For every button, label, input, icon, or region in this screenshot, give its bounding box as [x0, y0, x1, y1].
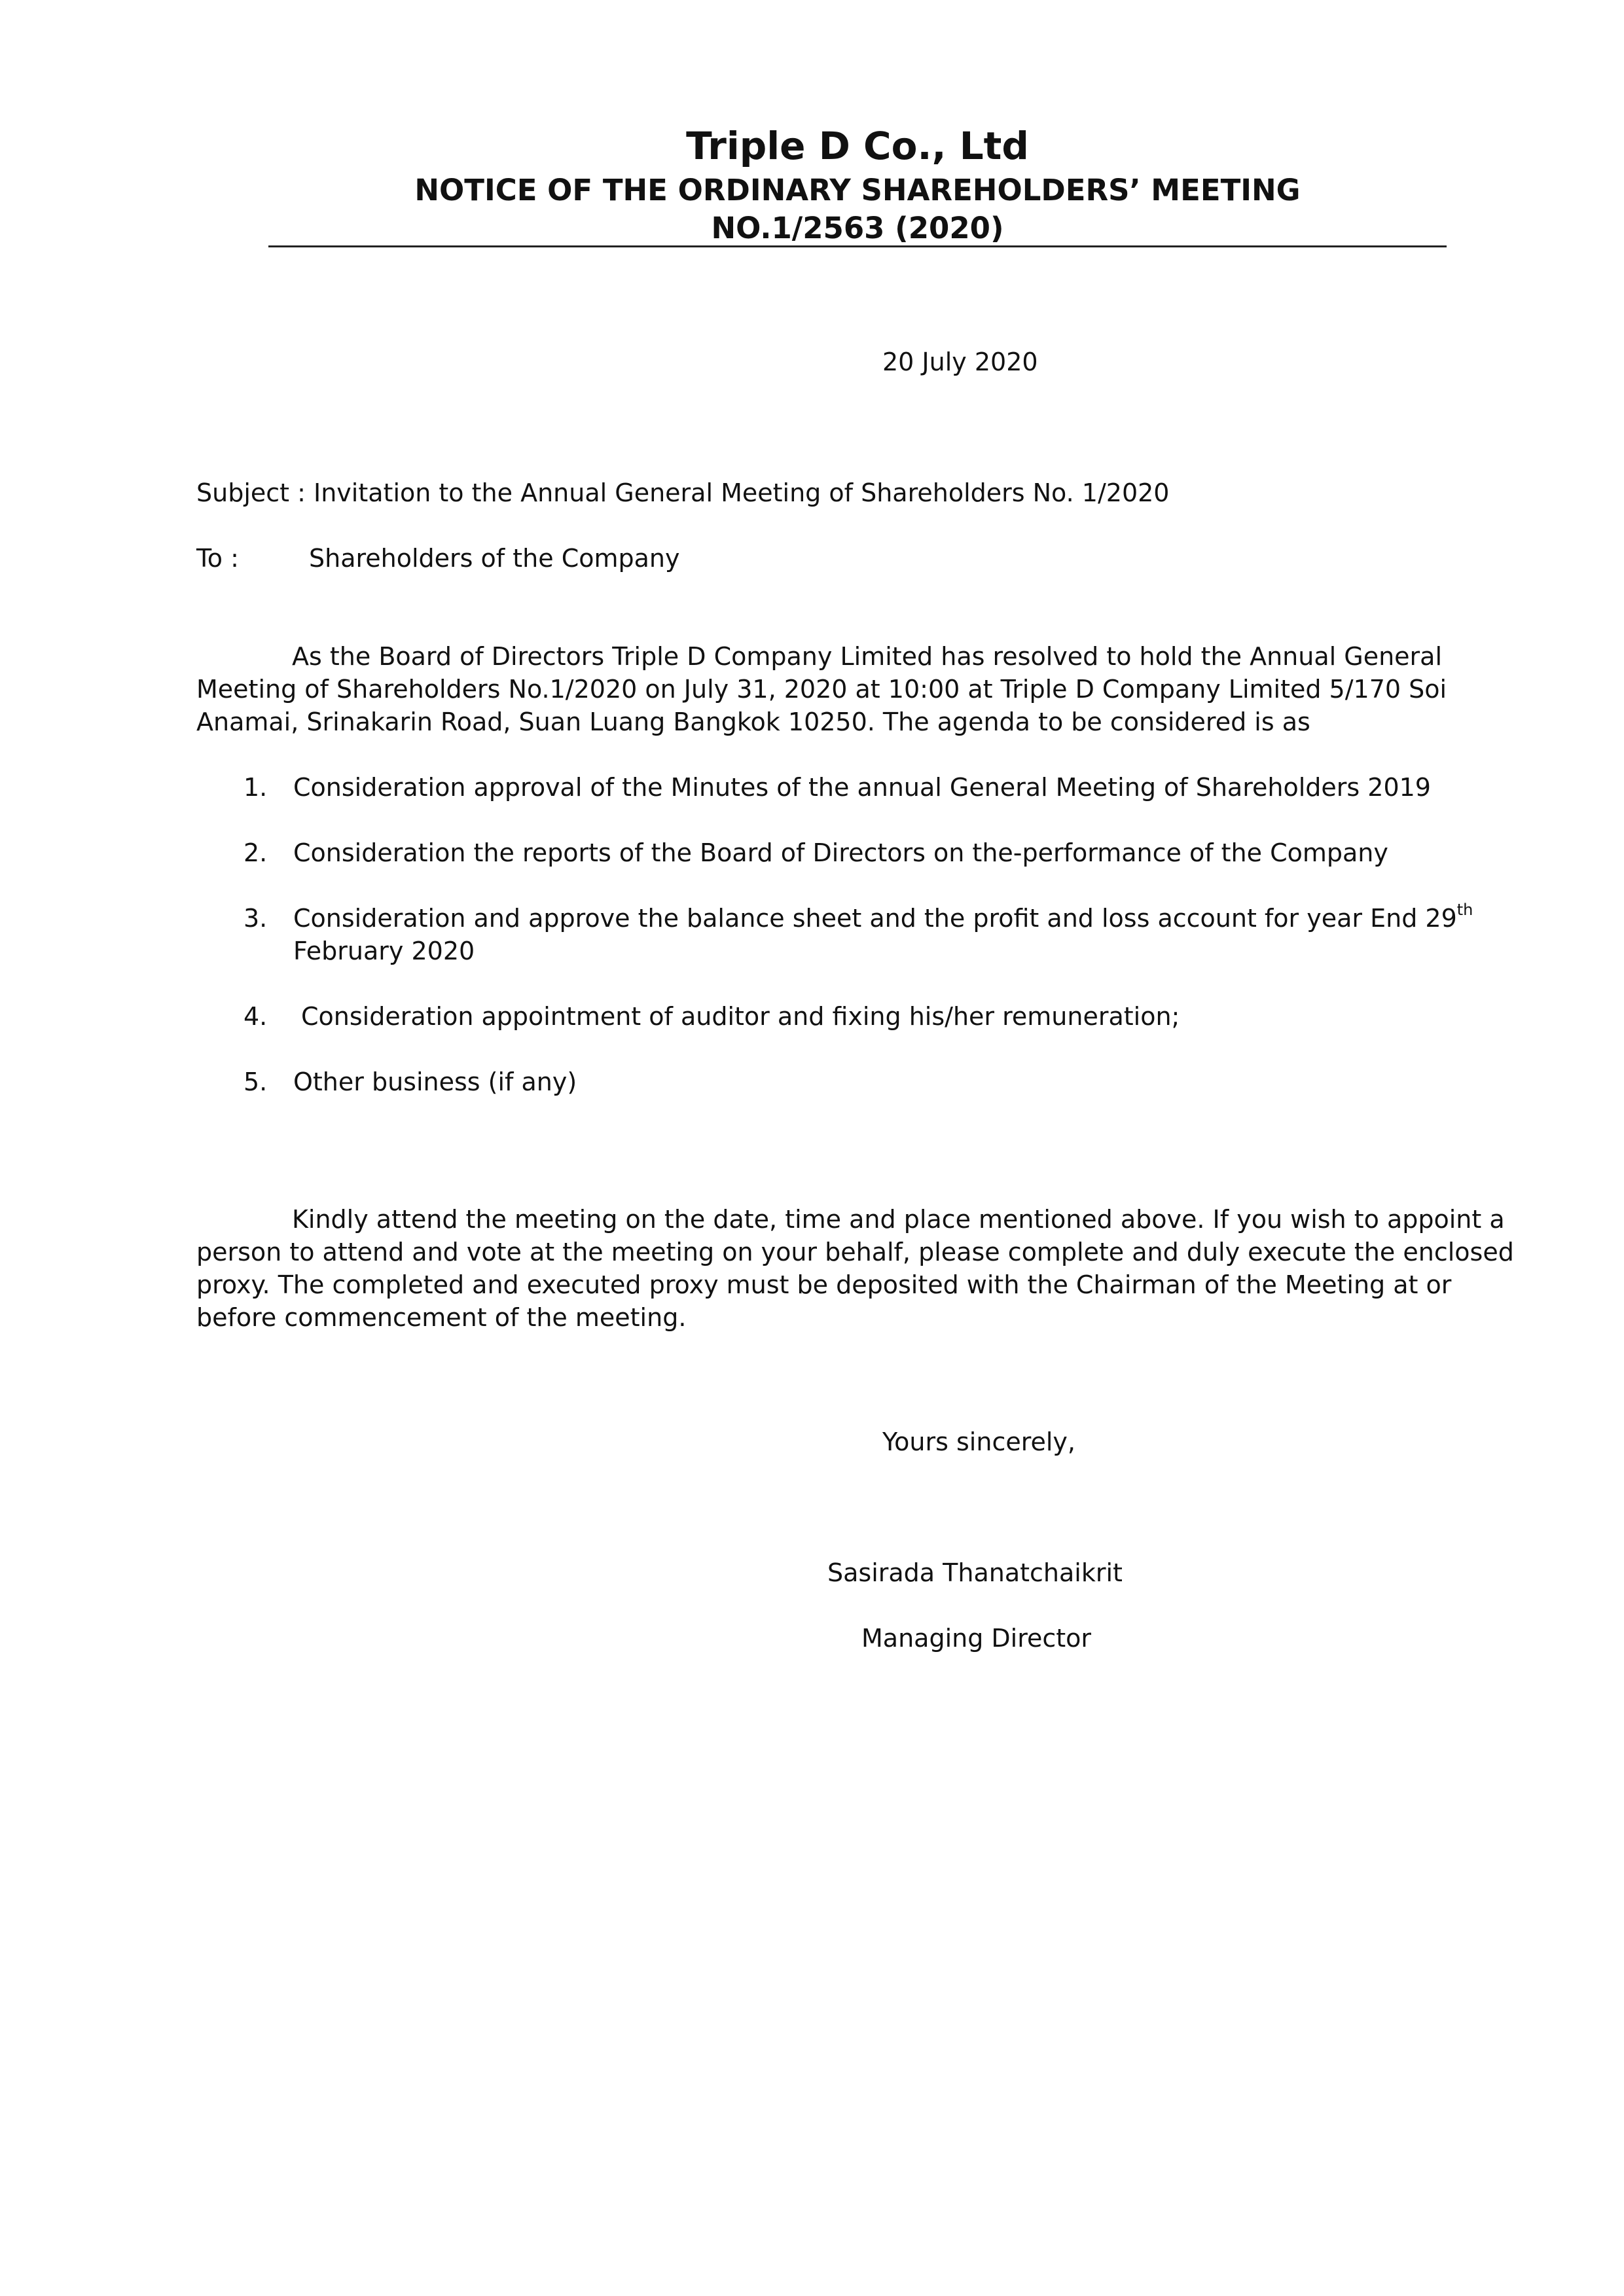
agenda-text: Other business (if any) [293, 1067, 577, 1096]
agenda-number: 3. [244, 904, 268, 933]
company-name: Triple D Co., Ltd [686, 124, 1029, 168]
notice-title-line1: NOTICE OF THE ORDINARY SHAREHOLDERS’ MEETING [414, 173, 1301, 207]
to-label: To : [196, 544, 239, 573]
signer-title: Managing Director [861, 1624, 1092, 1653]
ordinal-suffix: th [1456, 901, 1473, 920]
agenda-number: 2. [244, 838, 268, 867]
letter-date: 20 July 2020 [882, 348, 1038, 376]
intro-line-1: As the Board of Directors Triple D Company Limited has resolved to hold the Annual General [292, 642, 1442, 671]
signer-name: Sasirada Thanatchaikrit [827, 1558, 1123, 1587]
request-paragraph [196, 1203, 1514, 1334]
request-line-4: before commencement of the meeting. [196, 1303, 687, 1332]
agenda-number: 4. [244, 1002, 268, 1031]
closing-salutation: Yours sincerely, [882, 1427, 1076, 1456]
notice-title [268, 171, 1447, 247]
request-line-1: Kindly attend the meeting on the date, time and place mentioned above. If you wish to appoint a [292, 1205, 1505, 1234]
notice-title-line2: NO.1/2563 (2020) [711, 211, 1004, 245]
agenda-text: Consideration appointment of auditor and fixing his/her remuneration; [301, 1002, 1180, 1031]
header-divider [268, 245, 1447, 247]
intro-line-3: Anamai, Srinakarin Road, Suan Luang Bangkok 10250. The agenda to be considered is as [196, 708, 1310, 736]
to-recipient: Shareholders of the Company [309, 544, 680, 573]
agenda-text: Consideration the reports of the Board of Directors on the-performance of the Company [293, 838, 1388, 867]
agenda-number: 5. [244, 1067, 268, 1096]
subject-line: Subject : Invitation to the Annual General Meeting of Shareholders No. 1/2020 [196, 478, 1170, 507]
agenda-text-continuation: February 2020 [293, 937, 475, 965]
agenda-text-line-1 [293, 902, 1473, 935]
agenda-number: 1. [244, 773, 268, 802]
agenda-text: Consideration and approve the balance sheet and the profit and loss account for year End 29 [293, 904, 1457, 933]
request-line-2: person to attend and vote at the meeting on your behalf, please complete and duly execute the enclosed [196, 1238, 1514, 1266]
intro-line-2: Meeting of Shareholders No.1/2020 on July 31, 2020 at 10:00 at Triple D Company Limited 5/170 Soi [196, 675, 1447, 704]
agenda-text: Consideration approval of the Minutes of the annual General Meeting of Shareholders 2019 [293, 773, 1431, 802]
request-line-3: proxy. The completed and executed proxy must be deposited with the Chairman of the Meeting at or [196, 1270, 1452, 1299]
intro-paragraph [196, 640, 1466, 738]
agenda-text-block [293, 902, 1473, 967]
